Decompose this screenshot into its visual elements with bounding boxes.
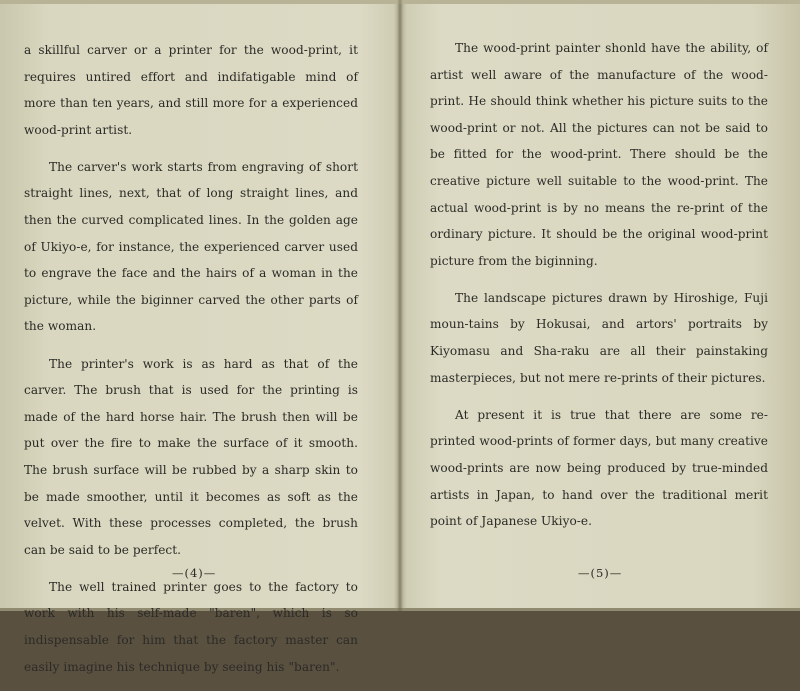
- paragraph: The landscape pictures drawn by Hiroshige, Fuji moun-tains by Hokusai, and artors' portraits by Kiyomasu and Sha-raku are all their painstaking masterpieces, but not mere re-prints of their pictures.: [430, 290, 768, 385]
- right-page: [402, 0, 800, 611]
- paragraph: The wood-print painter shonld have the ability, of artist well aware of the manufacture of the wood-print. He should think whether his picture suits to the wood-print or not. All the pictures can not be said to be fitted for the wood-print. There should be the creative picture well suitable to the wood-print. The actual wood-print is by no means the re-print of the ordinary picture. It should be the original wood-print picture from the biginning.: [430, 41, 768, 268]
- paragraph: The carver's work starts from engraving of short straight lines, next, that of long straight lines, and then the curved complicated lines. In the golden age of Ukiyo-e, for instance, the experienced carver used to engrave the face and the hairs of a woman in the picture, while the biginner carved the other parts of the woman.: [24, 159, 358, 334]
- paragraph: At present it is true that there are some re-printed wood-prints of former days, but many creative wood-prints are now being produced by true-minded artists in Japan, to hand over the traditional merit point of Japanese Ukiyo-e.: [430, 407, 768, 529]
- right-page-text: [430, 35, 768, 545]
- page-number: —(5)—: [578, 566, 623, 580]
- paragraph: The printer's work is as hard as that of the carver. The brush that is used for the printing is made of the hard horse hair. The brush then will be put over the fire to make the surface of it smooth. The brush surface will be rubbed by a sharp skin to be made smoother, until it becomes as soft as the velvet. With these processes completed, the brush can be said to be perfect.: [24, 356, 358, 557]
- left-page-text: [24, 37, 358, 691]
- paragraph: The well trained printer goes to the factory to work with his self-made "baren", which is so indispensable for him that the factory master can easily imagine his technique by seeing his "baren".: [24, 579, 358, 674]
- paragraph: a skillful carver or a printer for the wood-print, it requires untired effort and indifatigable mind of more than ten years, and still more for a experienced wood-print artist.: [24, 43, 358, 137]
- page-number: —(4)—: [172, 566, 217, 580]
- left-page: [0, 0, 398, 674]
